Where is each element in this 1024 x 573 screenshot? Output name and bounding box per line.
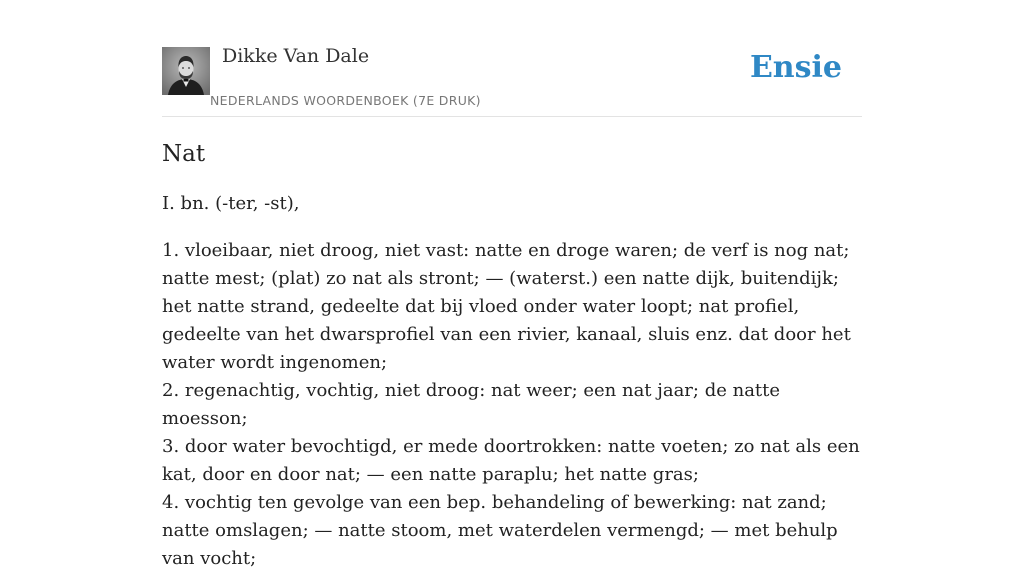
dictionary-name[interactable]: Dikke Van Dale (222, 45, 370, 67)
dictionary-subtitle: NEDERLANDS WOORDENBOEK (7E DRUK) (210, 93, 481, 108)
definition-item: 2. regenachtig, vochtig, niet droog: nat weer; een nat jaar; de natte moesson; (162, 380, 781, 429)
entry-grammar: I. bn. (-ter, -st), (162, 193, 300, 214)
definition-list (162, 237, 862, 573)
entry-headword: Nat (162, 141, 206, 167)
brand-logo-link[interactable]: Ensie (749, 50, 842, 85)
portrait-image (162, 47, 210, 95)
dictionary-author-portrait[interactable] (162, 47, 210, 95)
definition-item: 3. door water bevochtigd, er mede doortrokken: natte voeten; zo nat als een kat, door en door nat; — een natte paraplu; het natte gras; (162, 436, 860, 485)
definition-item: 4. vochtig ten gevolge van een bep. behandeling of bewerking: nat zand; natte omslagen; — natte stoom, met waterdelen vermengd; — met behulp van vocht; (162, 492, 838, 569)
entry-content (162, 138, 862, 573)
definition-item: 1. vloeibaar, niet droog, niet vast: natte en droge waren; de verf is nog nat; natte mest; (plat) zo nat als stront; — (waterst.) een natte dijk, buitendijk; het natte strand, gedeelte dat bij vloed onder water loopt; nat profiel, gedeelte van het dwarsprofiel van een rivier, kanaal, sluis enz. dat door het water wordt ingenomen; (162, 240, 851, 373)
dictionary-header (162, 0, 862, 117)
